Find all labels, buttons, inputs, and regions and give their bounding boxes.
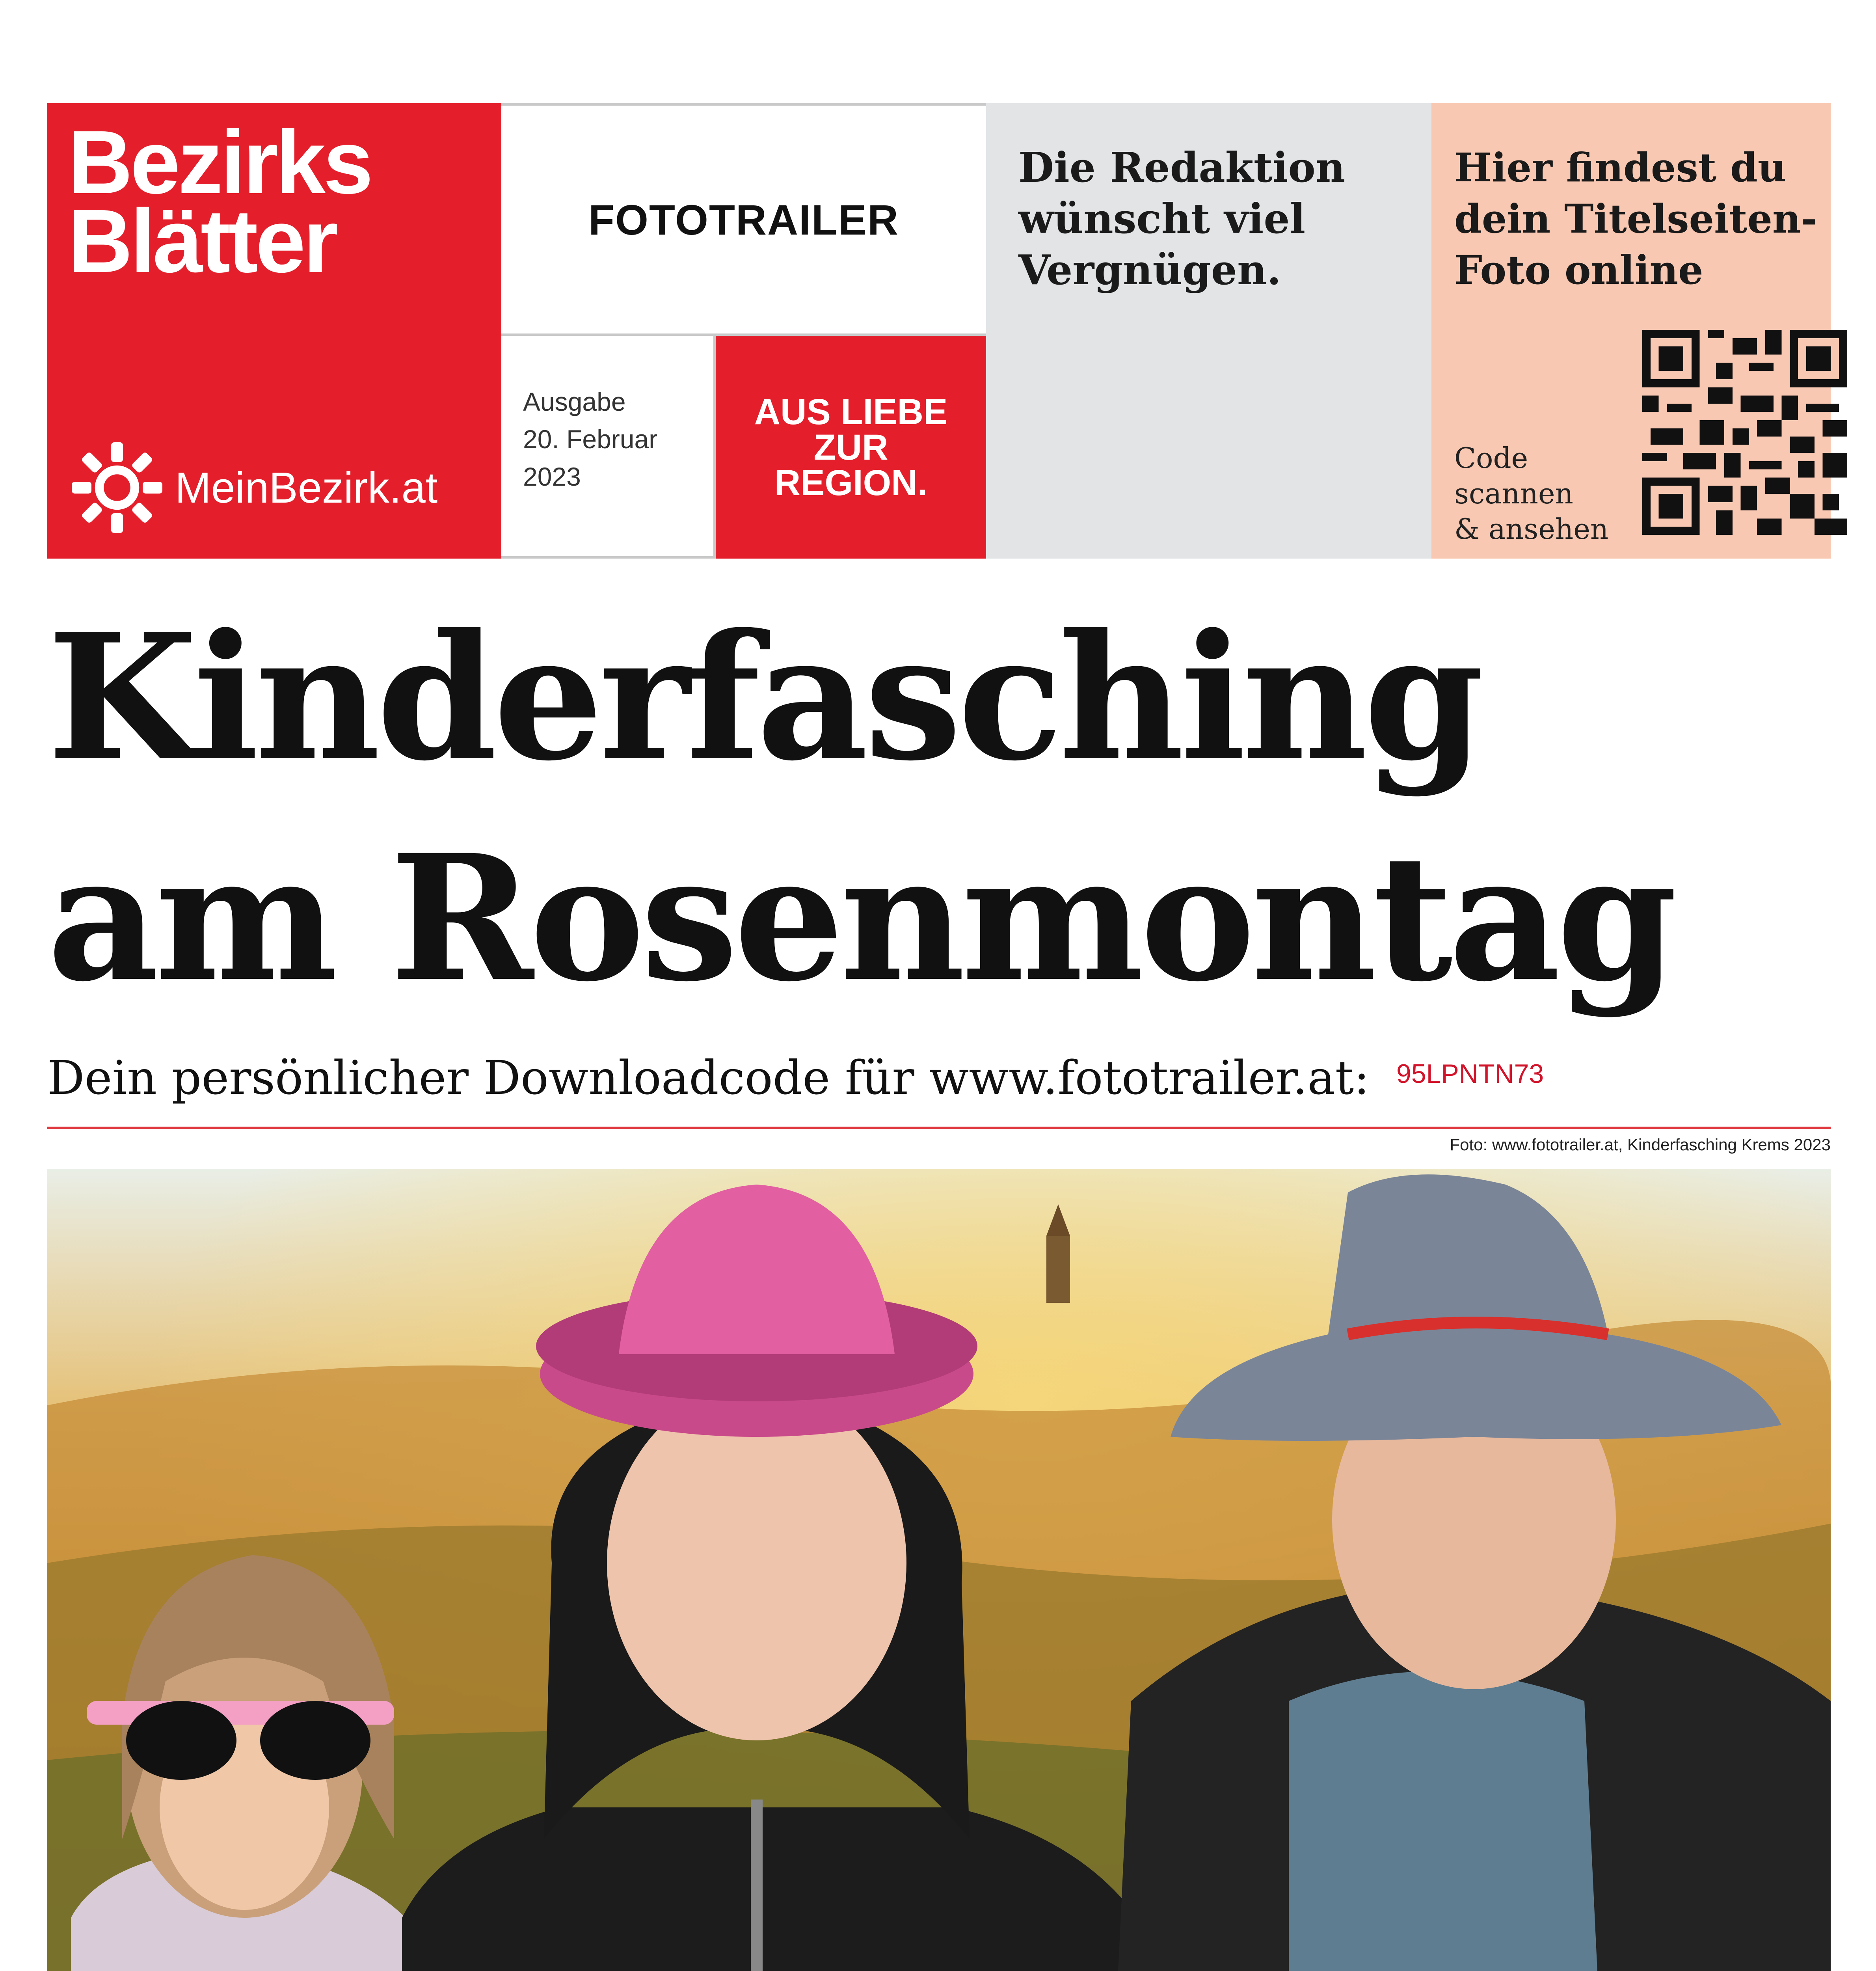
cover-photo (47, 1169, 1831, 1971)
section-label: FOTOTRAILER (588, 196, 899, 244)
download-code-row (47, 1051, 1831, 1105)
brand-line-2: Blätter (68, 191, 336, 291)
brand-title (68, 112, 371, 291)
greeting-line-2: wünscht viel (1018, 194, 1306, 243)
cover-photo-illustration (47, 1169, 1831, 1971)
qr-hint-line-3: & ansehen (1454, 512, 1609, 546)
divider (47, 1127, 1831, 1129)
slogan-line-3: REGION. (774, 462, 928, 503)
online-line-3: Foto online (1454, 247, 1703, 293)
editorial-greeting (986, 103, 1431, 559)
photo-credit: Foto: www.fototrailer.at, Kinderfasching Krems 2023 (1450, 1135, 1831, 1154)
bezirksblaetter-logo (47, 103, 501, 559)
online-line-1: Hier findest du (1454, 144, 1787, 191)
qr-hint (1454, 440, 1608, 547)
issue-label: Ausgabe (523, 387, 626, 416)
online-photo-box (1431, 103, 1831, 559)
online-line-2: dein Titelseiten- (1454, 196, 1818, 242)
greeting-line-3: Vergnügen. (1018, 246, 1281, 294)
download-code: 95LPNTN73 (1396, 1059, 1544, 1089)
meinbezirk-sun-icon (68, 438, 166, 537)
issue-year: 2023 (523, 462, 581, 491)
download-text: Dein persönlicher Downloadcode für www.fototrailer.at: (47, 1051, 1370, 1105)
issue-info (501, 336, 716, 559)
meinbezirk-brand (68, 438, 437, 537)
masthead (47, 103, 1831, 559)
greeting-line-1: Die Redaktion (1018, 143, 1346, 192)
headline (47, 587, 1673, 1029)
section-label-box (501, 103, 986, 336)
qr-hint-line-1: Code (1454, 442, 1528, 475)
site-name: MeinBezirk.at (175, 463, 438, 512)
headline-line-1: Kinderfasching (47, 596, 1481, 799)
qr-code-icon[interactable] (1642, 330, 1847, 535)
online-title (1454, 142, 1831, 296)
slogan-box (716, 336, 986, 559)
brand-line-1: Bezirks (68, 112, 371, 212)
qr-hint-line-2: scannen (1454, 477, 1573, 510)
slogan-line-1: AUS LIEBE (754, 391, 948, 432)
headline-line-2: am Rosenmontag (47, 817, 1674, 1020)
issue-date: 20. Februar (523, 425, 658, 454)
slogan-line-2: ZUR (813, 427, 888, 468)
